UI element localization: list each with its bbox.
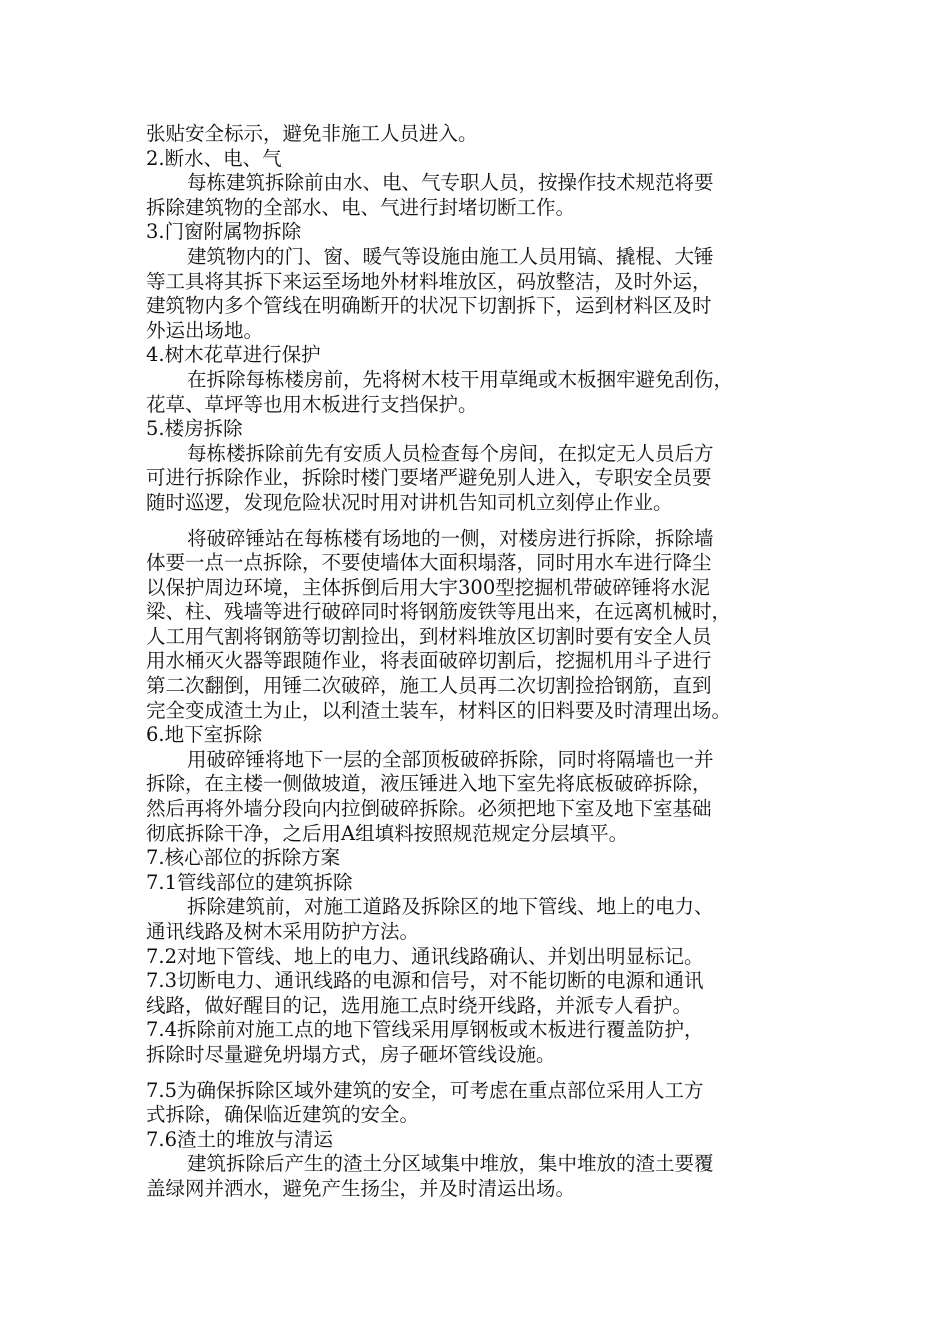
text-line: 式拆除，确保临近建筑的安全。 (146, 1103, 420, 1127)
text-line: 每栋楼拆除前先有安质人员检查每个房间，在拟定无人员后方 (187, 441, 714, 465)
section-heading: 4.树木花草进行保护 (146, 343, 321, 367)
section-heading: 3.门窗附属物拆除 (146, 220, 302, 244)
text-line: 建筑拆除后产生的渣土分区域集中堆放，集中堆放的渣土要覆 (187, 1152, 714, 1176)
section-heading: 2.断水、电、气 (146, 146, 282, 170)
text-line: 盖绿网并洒水，避免产生扬尘，并及时清运出场。 (146, 1176, 576, 1200)
text-line: 以保护周边环境，主体拆倒后用大宇300型挖掘机带破碎锤将水泥 (146, 575, 710, 599)
text-line: 每栋建筑拆除前由水、电、气专职人员，按操作技术规范将要 (187, 171, 714, 195)
text-line: 通讯线路及树木采用防护方法。 (146, 920, 420, 943)
document-page (146, 122, 806, 1202)
text-line: 梁、柱、残墙等进行破碎同时将钢筋废铁等甩出来，在远离机械时， (146, 600, 732, 624)
text-line: 7.5为确保拆除区域外建筑的安全，可考虑在重点部位采用人工方 (146, 1078, 704, 1102)
text-line: 拆除建筑物的全部水、电、气进行封堵切断工作。 (146, 195, 576, 219)
text-line: 人工用气割将钢筋等切割捡出，到材料堆放区切割时要有安全人员 (146, 624, 712, 648)
text-line: 第二次翻倒，用锤二次破碎，施工人员再二次切割捡拾钢筋，直到 (146, 674, 712, 698)
text-line: 建筑物内多个管线在明确断开的状况下切割拆下，运到材料区及时 (146, 294, 712, 318)
text-line: 将破碎锤站在每栋楼有场地的一侧，对楼房进行拆除，拆除墙 (187, 526, 714, 550)
text-line: 可进行拆除作业，拆除时楼门要堵严避免别人进入，专职安全员要 (146, 466, 712, 490)
section-heading: 5.楼房拆除 (146, 417, 243, 441)
section-heading: 7.核心部位的拆除方案 (146, 846, 341, 870)
text-line: 等工具将其拆下来运至场地外材料堆放区，码放整洁，及时外运， (146, 269, 712, 293)
text-line: 完全变成渣土为止，以利渣土装车，材料区的旧料要及时清理出场。 (146, 698, 732, 722)
text-line: 体要一点一点拆除，不要使墙体大面积塌落，同时用水车进行降尘 (146, 551, 712, 575)
text-line: 拆除建筑前，对施工道路及拆除区的地下管线、地上的电力、 (187, 895, 714, 919)
text-line: 7.2对地下管线、地上的电力、通讯线路确认、并划出明显标记。 (146, 944, 704, 968)
text-line: 建筑物内的门、窗、暖气等设施由施工人员用镐、撬棍、大锤 (187, 244, 714, 268)
subsection-heading: 7.1管线部位的建筑拆除 (146, 870, 353, 894)
text-line: 线路，做好醒目的记，选用施工点时绕开线路，并派专人看护。 (146, 993, 693, 1017)
text-line: 然后再将外墙分段向内拉倒破碎拆除。必须把地下室及地下室基础 (146, 797, 712, 821)
text-line: 用破碎锤将地下一层的全部顶板破碎拆除，同时将隔墙也一并 (187, 747, 714, 771)
text-line: 张贴安全标示，避免非施工人员进入。 (146, 122, 478, 145)
text-line: 用水桶灭火器等跟随作业，将表面破碎切割后，挖掘机用斗子进行 (146, 649, 712, 673)
text-line: 拆除，在主楼一侧做坡道，液压锤进入地下室先将底板破碎拆除， (146, 772, 712, 796)
text-line: 花草、草坪等也用木板进行支挡保护。 (146, 392, 478, 416)
text-line: 外运出场地。 (146, 318, 264, 342)
section-heading: 6.地下室拆除 (146, 723, 263, 747)
text-line: 7.3切断电力、通讯线路的电源和信号，对不能切断的电源和通讯 (146, 969, 704, 993)
text-line: 随时巡逻，发现危险状况时用对讲机告知司机立刻停止作业。 (146, 490, 673, 514)
subsection-heading: 7.6渣土的堆放与清运 (146, 1127, 334, 1151)
text-line: 在拆除每栋楼房前，先将树木枝干用草绳或木板捆牢避免刮伤， (187, 367, 734, 391)
text-line: 7.4拆除前对施工点的地下管线采用厚钢板或木板进行覆盖防护， (146, 1018, 704, 1042)
text-line: 拆除时尽量避免坍塌方式，房子砸坏管线设施。 (146, 1042, 556, 1066)
text-line: 彻底拆除干净，之后用A组填料按照规范规定分层填平。 (146, 821, 629, 845)
